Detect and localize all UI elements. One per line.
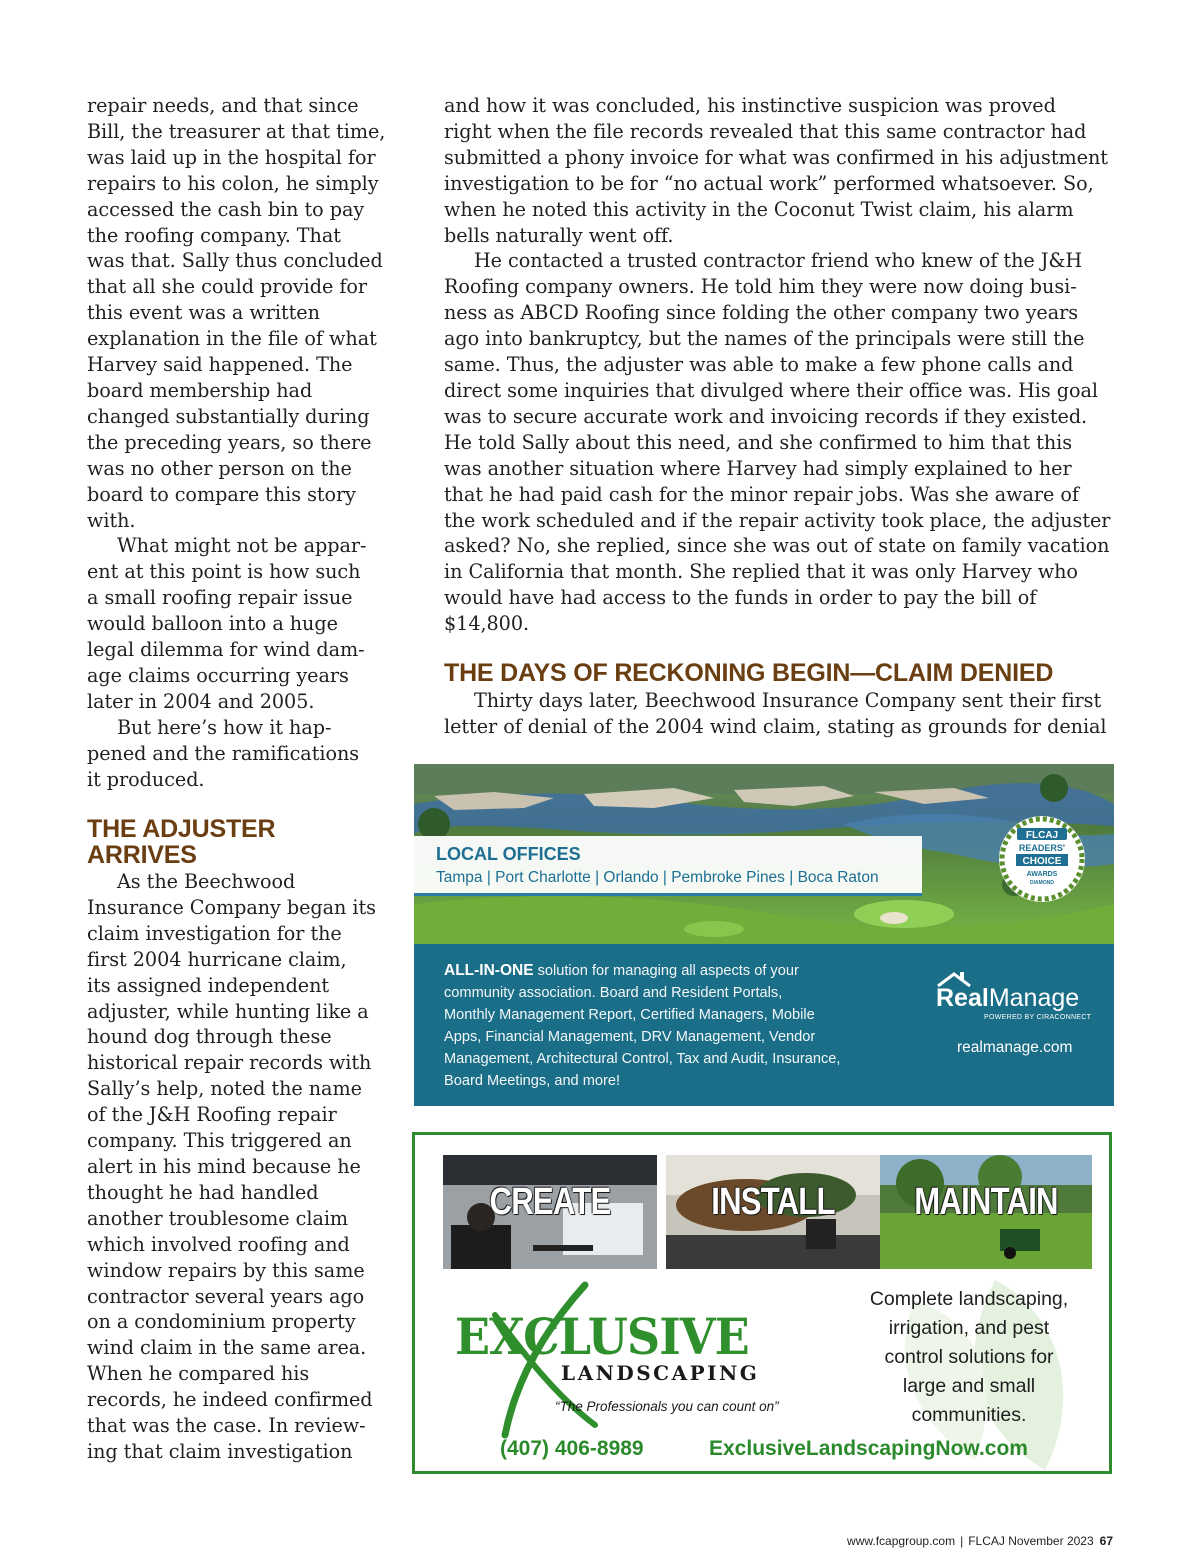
text-line: which involved roofing and xyxy=(87,1232,350,1256)
text-line: explanation in the file of what xyxy=(87,327,377,351)
realmanage-advertisement[interactable] xyxy=(414,764,1114,1106)
text-line: Insurance Company began its xyxy=(87,895,376,919)
text-line: alert in his mind because he xyxy=(87,1154,361,1178)
text-line: that he had paid cash for the minor repair jobs. Was she aware of xyxy=(444,482,1079,506)
text-line: age claims occurring years xyxy=(87,663,349,687)
text-line: changed substantially during xyxy=(87,404,370,428)
maintain-photo-panel xyxy=(880,1155,1092,1269)
exclusive-landscaping-advertisement[interactable] xyxy=(412,1132,1112,1474)
text-line: the work scheduled and if the repair activity took place, the adjuster xyxy=(444,508,1111,532)
text-line: $14,800. xyxy=(444,612,530,636)
section-heading-reckoning: THE DAYS OF RECKONING BEGIN—CLAIM DENIED xyxy=(444,659,1054,687)
footer-date: November 2023 xyxy=(1008,1534,1094,1548)
text-line: But here’s how it hap- xyxy=(117,715,332,739)
badge-text: CHOICE xyxy=(1022,856,1062,867)
footer-site[interactable]: www.fcapgroup.com xyxy=(847,1534,956,1548)
text-line: legal dilemma for wind dam- xyxy=(87,638,365,662)
description-line: Monthly Management Report, Certified Managers, Mobile xyxy=(444,1007,815,1023)
text-line: was another situation where Harvey had simply explained to her xyxy=(444,456,1072,480)
description-text: solution for managing all aspects of your xyxy=(533,963,799,979)
text-line: of the J&H Roofing repair xyxy=(87,1103,337,1127)
text-line: its assigned independent xyxy=(87,973,330,997)
description-line: Apps, Financial Management, DRV Management, Vendor xyxy=(444,1029,816,1045)
text-line: claim investigation for the xyxy=(87,921,342,945)
exclusive-phone-number[interactable]: (407) 406-8989 xyxy=(500,1437,644,1460)
blurb-line: Complete landscaping, xyxy=(869,1288,1069,1310)
badge-text: DIAMOND xyxy=(1030,880,1054,886)
text-line: investigation to be for “no actual work” performed whatsoever. So, xyxy=(444,171,1094,195)
text-line: board to compare this story xyxy=(87,482,356,506)
text-line: was laid up in the hospital for xyxy=(87,145,376,169)
logo-rest: Manage xyxy=(988,984,1080,1012)
text-line: that was the case. In review- xyxy=(87,1414,366,1438)
realmanage-description xyxy=(444,960,924,1092)
text-line: records, he indeed confirmed xyxy=(87,1388,373,1412)
text-line: As the Beechwood xyxy=(117,870,296,893)
text-line: wind claim in the same area. xyxy=(87,1336,367,1360)
text-line: letter of denial of the 2004 wind claim, stating as grounds for denial xyxy=(444,714,1107,738)
text-line: asked? No, she replied, since she was out of state on family vacation xyxy=(444,534,1110,558)
realmanage-info-panel xyxy=(414,944,1114,1106)
text-line: was no other person on the xyxy=(87,456,352,480)
install-photo-panel xyxy=(666,1155,880,1269)
install-label: INSTALL xyxy=(711,1181,835,1223)
text-line: He told Sally about this need, and she confirmed to him that this xyxy=(444,430,1073,454)
heading-line: THE ADJUSTER xyxy=(87,815,276,843)
text-line: right when the file records revealed that this same contractor had xyxy=(444,119,1087,143)
text-line: submitted a phony invoice for what was confirmed in his adjustment xyxy=(444,145,1108,169)
text-line: that all she could provide for xyxy=(87,275,368,299)
text-line: repair needs, and that since xyxy=(87,94,359,117)
text-line: first 2004 hurricane claim, xyxy=(87,947,347,971)
text-line: historical repair records with xyxy=(87,1051,372,1075)
text-line: ing that claim investigation xyxy=(87,1439,353,1463)
exclusive-website-link[interactable]: ExclusiveLandscapingNow.com xyxy=(709,1437,1028,1460)
blurb-line: large and small xyxy=(902,1375,1036,1397)
badge-text: AWARDS xyxy=(1026,871,1058,878)
text-line: another troublesome claim xyxy=(87,1206,349,1230)
powered-by-label: POWERED BY CIRACONNECT xyxy=(984,1014,1092,1021)
text-line: in California that month. She replied that it was only Harvey who xyxy=(444,560,1078,584)
right-column-top xyxy=(444,93,1111,637)
text-line: pened and the ramifications xyxy=(87,741,360,765)
text-line: accessed the cash bin to pay xyxy=(87,197,365,221)
text-line: would balloon into a huge xyxy=(87,612,338,636)
heading-line: ARRIVES xyxy=(87,841,197,869)
blurb-line: irrigation, and pest xyxy=(888,1317,1050,1339)
blurb-line: control solutions for xyxy=(884,1346,1054,1368)
text-line: window repairs by this same xyxy=(87,1258,365,1282)
text-line: Bill, the treasurer at that time, xyxy=(87,119,386,143)
description-line: Board Meetings, and more! xyxy=(444,1073,621,1089)
text-line: when he noted this activity in the Coconut Twist claim, his alarm xyxy=(444,197,1074,221)
footer-separator: | xyxy=(960,1534,964,1548)
create-label: CREATE xyxy=(489,1181,611,1223)
landscaping-logo-text: LANDSCAPING xyxy=(561,1361,760,1385)
text-line: would have had access to the funds in order to pay the bill of xyxy=(444,586,1037,610)
local-offices-banner xyxy=(414,836,922,896)
description-line xyxy=(444,960,924,982)
page-footer xyxy=(720,1534,1113,1548)
logo-bold: Real xyxy=(936,984,989,1012)
text-line: Roofing company owners. He told him they were now doing busi- xyxy=(444,275,1077,299)
description-line: Management, Architectural Control, Tax and Audit, Insurance, xyxy=(444,1051,841,1067)
left-column-bottom xyxy=(87,869,377,1465)
text-line: What might not be appar- xyxy=(117,534,367,558)
exclusive-tagline: “The Professionals you can count on” xyxy=(555,1399,779,1414)
text-line: with. xyxy=(87,508,136,532)
badge-text: READERS' xyxy=(1018,843,1066,853)
text-line: Sally’s help, noted the name xyxy=(87,1077,362,1101)
text-line: repairs to his colon, he simply xyxy=(87,171,379,195)
text-line: ago into bankruptcy, but the names of the principals were still the xyxy=(444,327,1085,351)
blurb-line: communities. xyxy=(911,1404,1027,1426)
text-line: bells naturally went off. xyxy=(444,223,674,247)
text-line: direct some inquiries that divulged where their office was. His goal xyxy=(444,378,1098,402)
text-line: board membership had xyxy=(87,378,313,402)
text-line: same. Thus, the adjuster was able to make a few phone calls and xyxy=(444,353,1074,377)
text-line: He contacted a trusted contractor friend who knew of the J&H xyxy=(474,249,1083,273)
text-line: When he compared his xyxy=(87,1362,310,1386)
text-line: was that. Sally thus concluded xyxy=(87,249,383,273)
text-line: ent at this point is how such xyxy=(87,560,361,584)
text-line: adjuster, while hunting like a xyxy=(87,999,369,1023)
maintain-label: MAINTAIN xyxy=(914,1181,1058,1223)
badge-text: FLCAJ xyxy=(1025,830,1059,841)
left-column-top xyxy=(87,93,386,792)
text-line: ness as ABCD Roofing since folding the other company two years xyxy=(444,301,1079,325)
text-line: Thirty days later, Beechwood Insurance Company sent their first xyxy=(474,689,1102,712)
realmanage-url[interactable]: realmanage.com xyxy=(957,1039,1073,1056)
text-line: company. This triggered an xyxy=(87,1129,352,1153)
text-line: contractor several years ago xyxy=(87,1284,365,1308)
description-line: community association. Board and Resident Portals, xyxy=(444,985,783,1001)
footer-publication: FLCAJ xyxy=(968,1534,1005,1548)
readers-choice-award-badge xyxy=(997,814,1087,904)
text-line: the roofing company. That xyxy=(87,223,341,247)
all-in-one-label: ALL-IN-ONE xyxy=(444,962,534,979)
realmanage-logo xyxy=(936,984,1079,1013)
section-heading-adjuster xyxy=(87,816,387,868)
create-photo-panel xyxy=(443,1155,657,1269)
exclusive-logo-text: EXCLUSIVE xyxy=(455,1307,749,1366)
text-line: thought he had handled xyxy=(87,1180,319,1204)
right-column-bottom xyxy=(444,688,1107,740)
text-line: the preceding years, so there xyxy=(87,430,372,454)
text-line: on a condominium property xyxy=(87,1310,356,1334)
text-line: hound dog through these xyxy=(87,1025,332,1049)
text-line: this event was a written xyxy=(87,301,320,325)
exclusive-services-blurb xyxy=(843,1285,1095,1430)
local-offices-title: LOCAL OFFICES xyxy=(436,844,581,864)
text-line: and how it was concluded, his instinctive suspicion was proved xyxy=(444,94,1056,117)
text-line: Harvey said happened. The xyxy=(87,353,353,377)
text-line: it produced. xyxy=(87,767,205,791)
text-line: later in 2004 and 2005. xyxy=(87,689,315,713)
local-offices-list: Tampa | Port Charlotte | Orlando | Pembroke Pines | Boca Raton xyxy=(436,869,879,886)
text-line: was to secure accurate work and invoicing records if they existed. xyxy=(444,404,1088,428)
text-line: a small roofing repair issue xyxy=(87,586,353,610)
page-number: 67 xyxy=(1099,1534,1113,1548)
